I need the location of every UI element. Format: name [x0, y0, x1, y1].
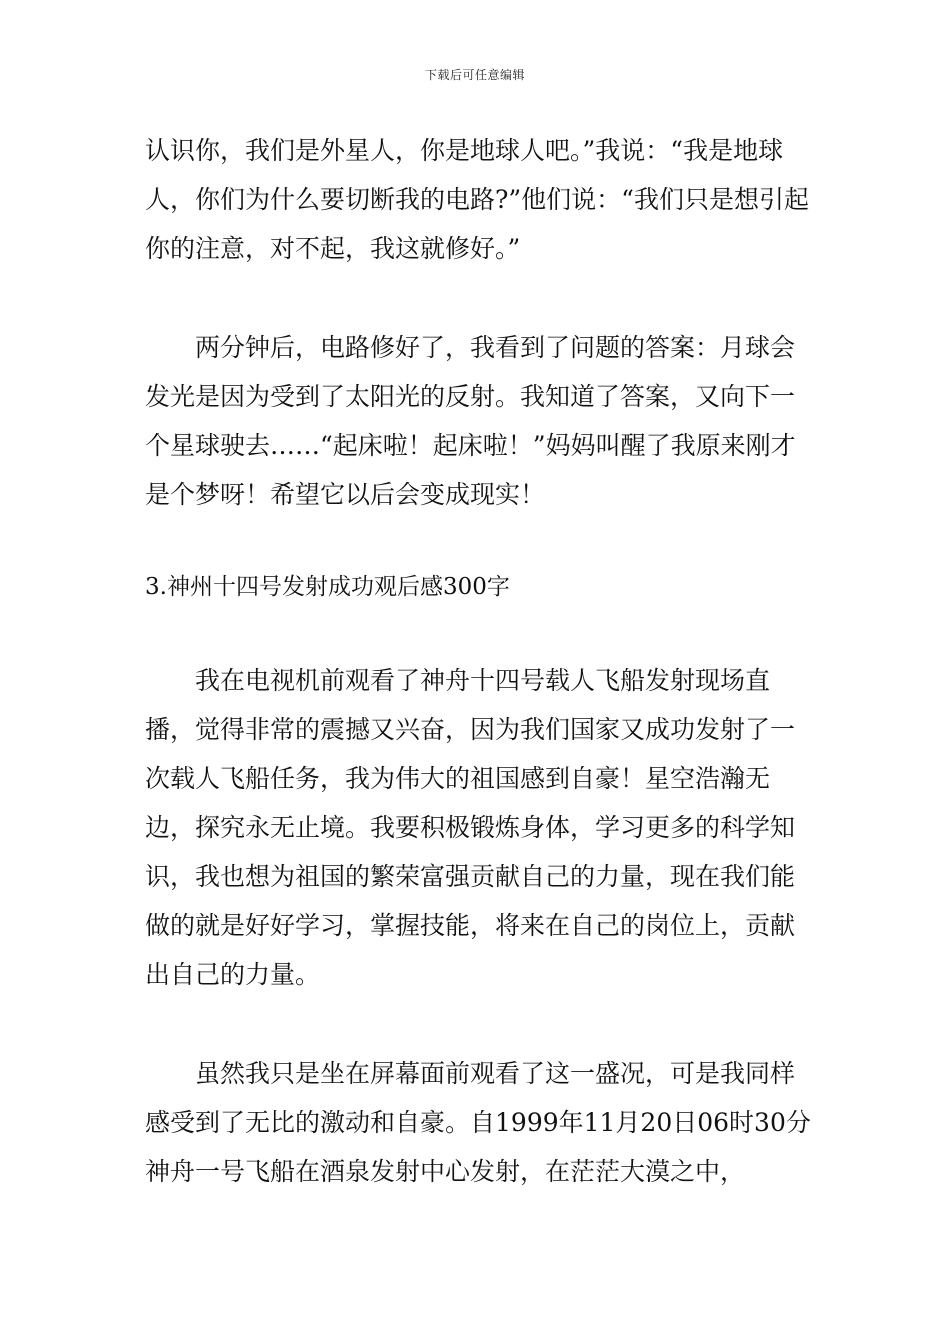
paragraph-gap [145, 519, 815, 563]
paragraph-gap [145, 999, 815, 1049]
paragraph-gap [145, 273, 815, 323]
section-heading: 3.神州十四号发射成功观后感300字 [145, 574, 510, 600]
paragraph-2: 两分钟后，电路修好了，我看到了问题的答案：月球会发光是因为受到了太阳光的反射。我知道了答案，又向下一个星球驶去……“起床啦！起床啦！”妈妈叫醒了我原来刚才是个梦呀！希望它以后会变成现实！ [145, 333, 796, 509]
document-body [145, 126, 815, 1196]
paragraph-1: 认识你，我们是外星人，你是地球人吧。”我说：“我是地球人，你们为什么要切断我的电路?”他们说：“我们只是想引起你的注意，对不起，我这就修好。” [145, 136, 809, 263]
paragraph-gap [145, 612, 815, 656]
paragraph-4: 虽然我只是坐在屏幕面前观看了这一盛况，可是我同样感受到了无比的激动和自豪。自1999年11月20日06时30分神舟一号飞船在酒泉发射中心发射，在茫茫大漠之中， [145, 1059, 811, 1186]
paragraph-3: 我在电视机前观看了神舟十四号载人飞船发射现场直播，觉得非常的震撼又兴奋，因为我们国家又成功发射了一次载人飞船任务，我为伟大的祖国感到自豪！星空浩瀚无边，探究永无止境。我要积极锻炼身体，学习更多的科学知识，我也想为祖国的繁荣富强贡献自己的力量，现在我们能做的就是好好学习，掌握技能，将来在自己的岗位上，贡献出自己的力量。 [145, 666, 796, 989]
header-note: 下载后可任意编辑 [424, 68, 525, 82]
